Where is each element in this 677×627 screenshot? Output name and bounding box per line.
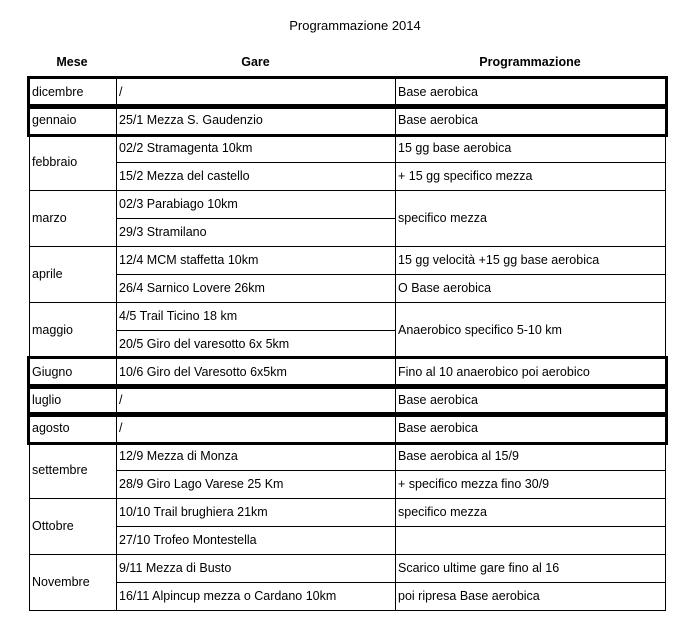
left-border [29,134,30,190]
col-divider [395,414,396,442]
race-cell: 10/6 Giro del Varesotto 6x5km [119,365,287,379]
month-cell: aprile [32,267,63,281]
month-cell: Novembre [32,575,90,589]
month-cell: settembre [32,463,88,477]
left-border [29,498,30,554]
right-border [665,106,668,134]
col-divider [395,442,396,498]
col-divider [395,106,396,134]
race-cell: / [119,393,123,407]
row-divider [116,162,665,163]
month-cell: gennaio [32,113,77,127]
race-cell: 26/4 Sarnico Lovere 26km [119,281,265,295]
race-cell: 15/2 Mezza del castello [119,169,250,183]
row-divider [116,526,665,527]
program-cell: Fino al 10 anaerobico poi aerobico [398,365,590,379]
col-divider [395,302,396,358]
month-cell: dicembre [32,85,84,99]
header-programmazione: Programmazione [479,55,581,69]
col-divider [116,246,117,302]
program-cell-merged: Anaerobico specifico 5-10 km [398,323,562,337]
col-divider [395,78,396,106]
program-cell: O Base aerobica [398,281,492,295]
month-top-border [27,104,668,107]
race-cell: 28/9 Giro Lago Varese 25 Km [119,477,284,491]
right-border [665,414,668,442]
col-divider [116,78,117,106]
race-cell: 25/1 Mezza S. Gaudenzio [119,113,263,127]
col-divider [116,106,117,134]
program-cell: specifico mezza [398,505,487,519]
month-top-border [29,498,666,499]
col-divider [395,190,396,246]
col-divider [395,134,396,190]
left-border [29,190,30,246]
col-divider [395,358,396,386]
race-cell: 9/11 Mezza di Busto [119,561,232,575]
left-border [27,78,30,106]
left-border [27,106,30,134]
month-cell: Ottobre [32,519,74,533]
month-top-border [27,384,668,387]
col-divider [116,414,117,442]
left-border [29,246,30,302]
program-cell-merged: specifico mezza [398,211,487,225]
right-border [665,246,666,302]
program-cell: Base aerobica [398,113,478,127]
right-border [665,190,666,246]
right-border [665,498,666,554]
col-divider [116,442,117,498]
month-cell: maggio [32,323,73,337]
row-divider [116,218,395,219]
col-divider [116,358,117,386]
col-divider [395,386,396,414]
left-border [29,302,30,358]
page-title: Programmazione 2014 [289,18,421,33]
row-divider [116,470,665,471]
month-top-border [27,76,668,79]
month-cell: febbraio [32,155,78,169]
race-cell: 02/2 Stramagenta 10km [119,141,253,155]
header-gare: Gare [241,55,270,69]
month-cell: agosto [32,421,70,435]
month-top-border [29,246,666,247]
right-border [665,386,668,414]
right-border [665,554,666,610]
program-cell: 15 gg base aerobica [398,141,512,155]
race-cell: 29/3 Stramilano [119,225,207,239]
col-divider [116,498,117,554]
col-divider [395,554,396,610]
month-top-border [27,356,668,359]
col-divider [116,554,117,610]
program-cell: poi ripresa Base aerobica [398,589,540,603]
race-cell: 20/5 Giro del varesotto 6x 5km [119,337,290,351]
program-cell: + specifico mezza fino 30/9 [398,477,550,491]
program-cell: + 15 gg specifico mezza [398,169,533,183]
program-cell: Base aerobica [398,85,478,99]
race-cell: 10/10 Trail brughiera 21km [119,505,268,519]
row-divider [116,274,665,275]
row-divider [116,330,395,331]
month-bottom-border [29,610,666,611]
month-top-border [29,134,666,135]
right-border [665,442,666,498]
col-divider [395,498,396,554]
race-cell: / [119,421,123,435]
left-border [29,554,30,610]
left-border [27,358,30,386]
right-border [665,358,668,386]
month-top-border [29,442,666,443]
month-top-border [29,302,666,303]
race-cell: 16/11 Alpincup mezza o Cardano 10km [119,589,337,603]
left-border [27,414,30,442]
col-divider [116,134,117,190]
race-cell: 27/10 Trofeo Montestella [119,533,257,547]
right-border [665,134,666,190]
month-cell: marzo [32,211,67,225]
program-cell: Base aerobica [398,421,478,435]
col-divider [395,246,396,302]
month-top-border [29,554,666,555]
race-cell: 12/4 MCM staffetta 10km [119,253,259,267]
header-mese: Mese [56,55,88,69]
col-divider [116,386,117,414]
race-cell: / [119,85,123,99]
row-divider [116,582,665,583]
race-cell: 4/5 Trail Ticino 18 km [119,309,238,323]
month-cell: Giugno [32,365,73,379]
race-cell: 12/9 Mezza di Monza [119,449,238,463]
col-divider [116,190,117,246]
month-top-border [27,412,668,415]
program-cell: 15 gg velocità +15 gg base aerobica [398,253,600,267]
program-cell: Base aerobica [398,393,478,407]
race-cell: 02/3 Parabiago 10km [119,197,238,211]
left-border [27,386,30,414]
program-cell: Base aerobica al 15/9 [398,449,519,463]
month-top-border [29,190,666,191]
right-border [665,302,666,358]
program-cell: Scarico ultime gare fino al 16 [398,561,560,575]
right-border [665,78,668,106]
col-divider [116,302,117,358]
left-border [29,442,30,498]
month-cell: luglio [32,393,62,407]
